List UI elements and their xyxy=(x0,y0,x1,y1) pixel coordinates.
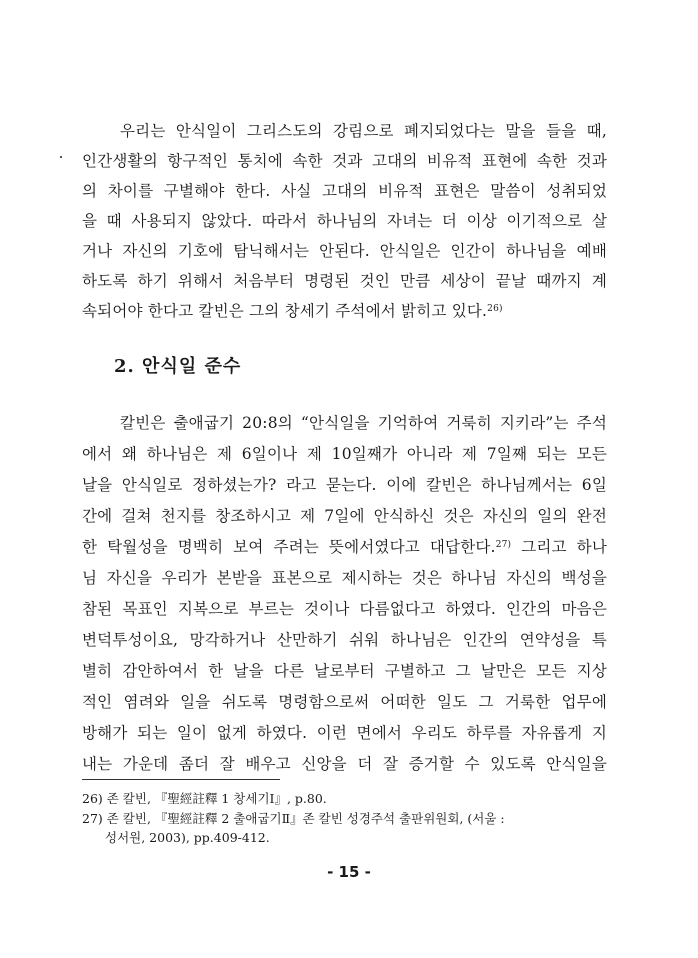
paragraph2-line-3: 날을 안식일로 정하셨는가? 라고 묻는다. 이에 칼빈은 하나님께서는 6일 xyxy=(82,476,607,494)
paragraph1-line-4: 을 때 사용되지 않았다. 따라서 하나님의 자녀는 더 이상 이기적으로 살 xyxy=(82,212,607,230)
section-heading: 2. 안식일 준수 xyxy=(114,356,242,377)
paragraph1-line-7 xyxy=(82,301,607,321)
paragraph1-line-3: 의 차이를 구별해야 한다. 사실 고대의 비유적 표현은 말씀이 성취되었 xyxy=(82,182,607,200)
footnote-26: 26) 존 칼빈, 『聖經註釋 1 창세기Ⅰ』, p.80. xyxy=(82,791,327,806)
paragraph2-line-7: 참된 목표인 지복으로 부르는 것이나 다름없다고 하였다. 인간의 마음은 xyxy=(82,600,607,618)
paragraph2-line-12: 내는 가운데 좀더 잘 배우고 신앙을 더 잘 증거할 수 있도록 안식일을 xyxy=(82,755,607,773)
paragraph2-line-1: 칼빈은 출애굽기 20:8의 “안식일을 기억하여 거룩히 지키라”는 주석 xyxy=(120,414,607,432)
paragraph1-line-5: 거나 자신의 기호에 탐닉해서는 안된다. 안식일은 인간이 하나님을 예배 xyxy=(82,242,607,260)
paragraph2-line-10: 적인 염려와 일을 쉬도록 명령함으로써 어떠한 일도 그 거룩한 업무에 xyxy=(82,693,607,711)
footnote-separator xyxy=(82,779,280,780)
footnote-ref-27: 27) xyxy=(495,540,512,550)
paragraph2-line-5-text-a: 한 탁월성을 명백히 보여 주려는 뜻에서였다고 대답한다. xyxy=(82,538,496,556)
paragraph2-line-5 xyxy=(82,537,607,557)
paragraph2-line-9: 별히 감안하여서 한 날을 다른 날로부터 구별하고 그 날만은 모든 지상 xyxy=(82,662,607,680)
paragraph1-line-2: 인간생활의 항구적인 통치에 속한 것과 고대의 비유적 표현에 속한 것과 xyxy=(82,152,607,170)
paragraph2-line-11: 방해가 되는 일이 없게 하였다. 이런 면에서 우리도 하루를 자유롭게 지 xyxy=(82,724,607,742)
paragraph2-line-4: 간에 걸쳐 천지를 창조하시고 제 7일에 안식하신 것은 자신의 일의 완전 xyxy=(82,507,607,525)
scan-speck xyxy=(60,156,62,158)
paragraph1-line-7-text: 속되어야 한다고 칼빈은 그의 창세기 주석에서 밝히고 있다. xyxy=(82,302,488,320)
paragraph2-line-6: 님 자신을 우리가 본받을 표본으로 제시하는 것은 하나님 자신의 백성을 xyxy=(82,569,607,587)
footnote-ref-26: 26) xyxy=(487,304,503,314)
paragraph2-line-2: 에서 왜 하나님은 제 6일이나 제 10일째가 아니라 제 7일째 되는 모든 xyxy=(82,445,607,463)
paragraph1-line-1: 우리는 안식일이 그리스도의 강림으로 폐지되었다는 말을 들을 때, xyxy=(120,122,607,140)
paragraph2-line-5-text-b: 그리고 하나 xyxy=(511,538,607,556)
footnote-27: 27) 존 칼빈, 『聖經註釋 2 출애굽기Ⅱ』존 칼빈 성경주석 출판위원회, (서울 : xyxy=(82,811,505,826)
footnote-27-continued: 성서원, 2003), pp.409-412. xyxy=(105,830,270,845)
page-number: - 15 - xyxy=(327,863,371,881)
paragraph2-line-8: 변덕투성이요, 망각하거나 산만하기 쉬워 하나님은 인간의 연약성을 특 xyxy=(82,631,607,649)
paragraph1-line-6: 하도록 하기 위해서 처음부터 명령된 것인 만큼 세상이 끝날 때까지 계 xyxy=(82,272,607,290)
